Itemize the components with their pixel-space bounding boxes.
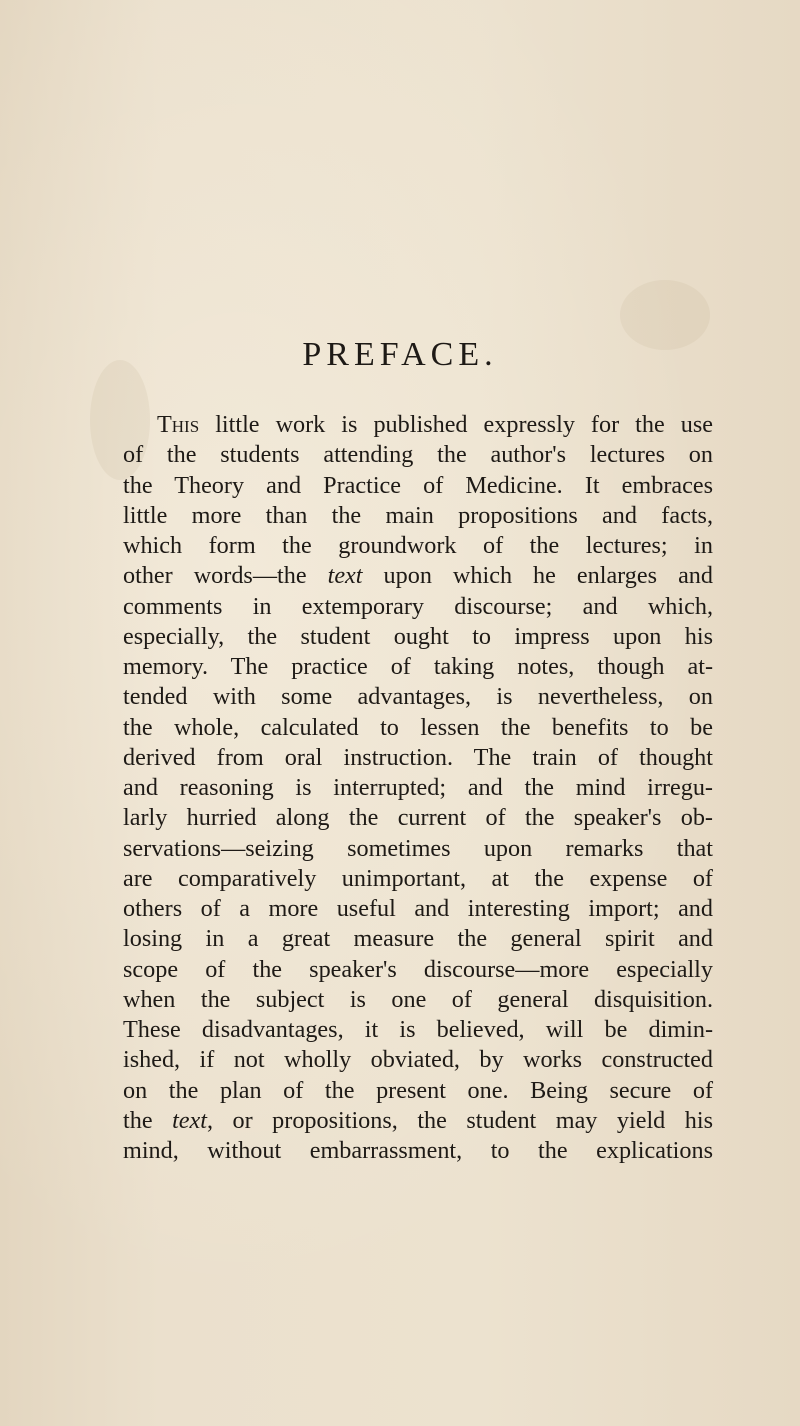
text-line: on the plan of the present one. Being secure of	[123, 1076, 713, 1104]
text-line: especially, the student ought to impress upon his	[123, 622, 713, 650]
text-line: the text, or propositions, the student may yield his	[123, 1106, 713, 1134]
text-line: are comparatively unimportant, at the expense of	[123, 864, 713, 892]
text-line: larly hurried along the current of the speaker's ob-	[123, 804, 713, 832]
text-line: the Theory and Practice of Medicine. It embraces	[123, 471, 713, 499]
text-line: servations—seizing sometimes upon remarks that	[123, 834, 713, 862]
text-line: ished, if not wholly obviated, by works constructed	[123, 1046, 713, 1074]
text-line: scope of the speaker's discourse—more especially	[123, 955, 713, 983]
text-line: when the subject is one of general disquisition.	[123, 985, 713, 1013]
text-line: little more than the main propositions and facts,	[123, 501, 713, 529]
text-line: of the students attending the author's lectures on	[123, 441, 713, 469]
text-line: This little work is published expressly for the use	[157, 411, 713, 438]
text-line: derived from oral instruction. The train of thought	[123, 743, 713, 771]
text-line: These disadvantages, it is believed, will be dimin-	[123, 1016, 713, 1043]
page-title: PREFACE.	[302, 336, 498, 373]
italic-text: text	[327, 562, 363, 590]
lead-word: This	[157, 411, 200, 438]
text-line: which form the groundwork of the lectures; in	[123, 532, 713, 559]
text-line: others of a more useful and interesting import; and	[123, 895, 713, 922]
text-line: tended with some advantages, is nevertheless, on	[123, 683, 713, 711]
text-line: losing in a great measure the general spirit and	[123, 925, 713, 953]
text-line: and reasoning is interrupted; and the mind irregu-	[123, 774, 713, 801]
text-line: other words—the text upon which he enlarges and	[123, 562, 713, 590]
italic-text: text	[172, 1106, 207, 1134]
text-line: the whole, calculated to lessen the benefits to be	[123, 713, 713, 741]
text-line: memory. The practice of taking notes, though at-	[123, 653, 713, 680]
preface-paragraph	[123, 410, 713, 1166]
text-line: mind, without embarrassment, to the explications	[123, 1137, 713, 1164]
text-line: comments in extemporary discourse; and which,	[123, 592, 713, 620]
